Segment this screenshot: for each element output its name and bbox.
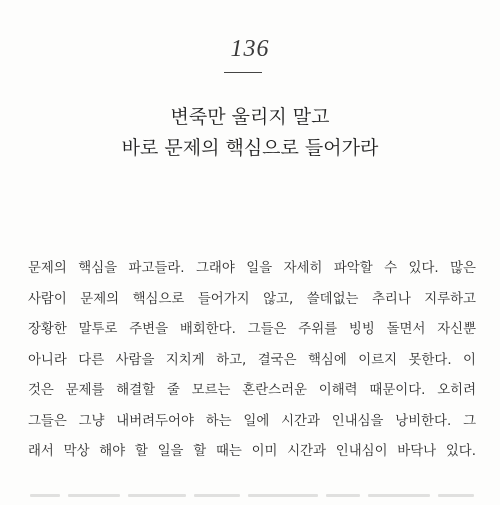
cut-off-glyph-fragment [68,494,120,497]
cut-off-glyph-fragment [438,494,474,497]
cut-off-next-line [28,488,476,500]
cut-off-glyph-fragment [368,494,430,497]
body-line: 문제의 핵심을 파고들라. 그래야 일을 자세히 파악할 수 있다. 많은 [28,261,476,276]
body-line: 것은 문제를 해결할 줄 모르는 혼란스러운 이해력 때문이다. 오히려 [28,383,476,398]
cut-off-glyph-fragment [128,494,186,497]
page-number: 136 [230,36,270,62]
chapter-title-line-1: 변죽만 울리지 말고 [170,106,330,128]
chapter-title [0,102,500,164]
cut-off-glyph-fragment [30,494,60,497]
cut-off-glyph-fragment [326,494,360,497]
body-line: 아니라 다른 사람을 지치게 하고, 결국은 핵심에 이르지 못한다. 이 [28,352,476,368]
body-line: 래서 막상 해야 할 일을 할 때는 이미 시간과 인내심이 바닥나 있다. [28,444,476,459]
cut-off-glyph-fragment [248,494,318,497]
chapter-title-line-2: 바로 문제의 핵심으로 들어가라 [121,137,379,159]
cut-off-glyph-fragment [194,494,240,497]
body-line: 사람이 문제의 핵심으로 들어가지 않고, 쓸데없는 추리나 지루하고 [28,291,476,307]
body-line: 장황한 말투로 주변을 배회한다. 그들은 주위를 빙빙 돌면서 자신뿐 [28,322,476,337]
page-number-underline [224,72,262,73]
body-paragraph [28,254,476,468]
body-line: 그들은 그냥 내버려두어야 하는 일에 시간과 인내심을 낭비한다. 그 [28,413,476,429]
